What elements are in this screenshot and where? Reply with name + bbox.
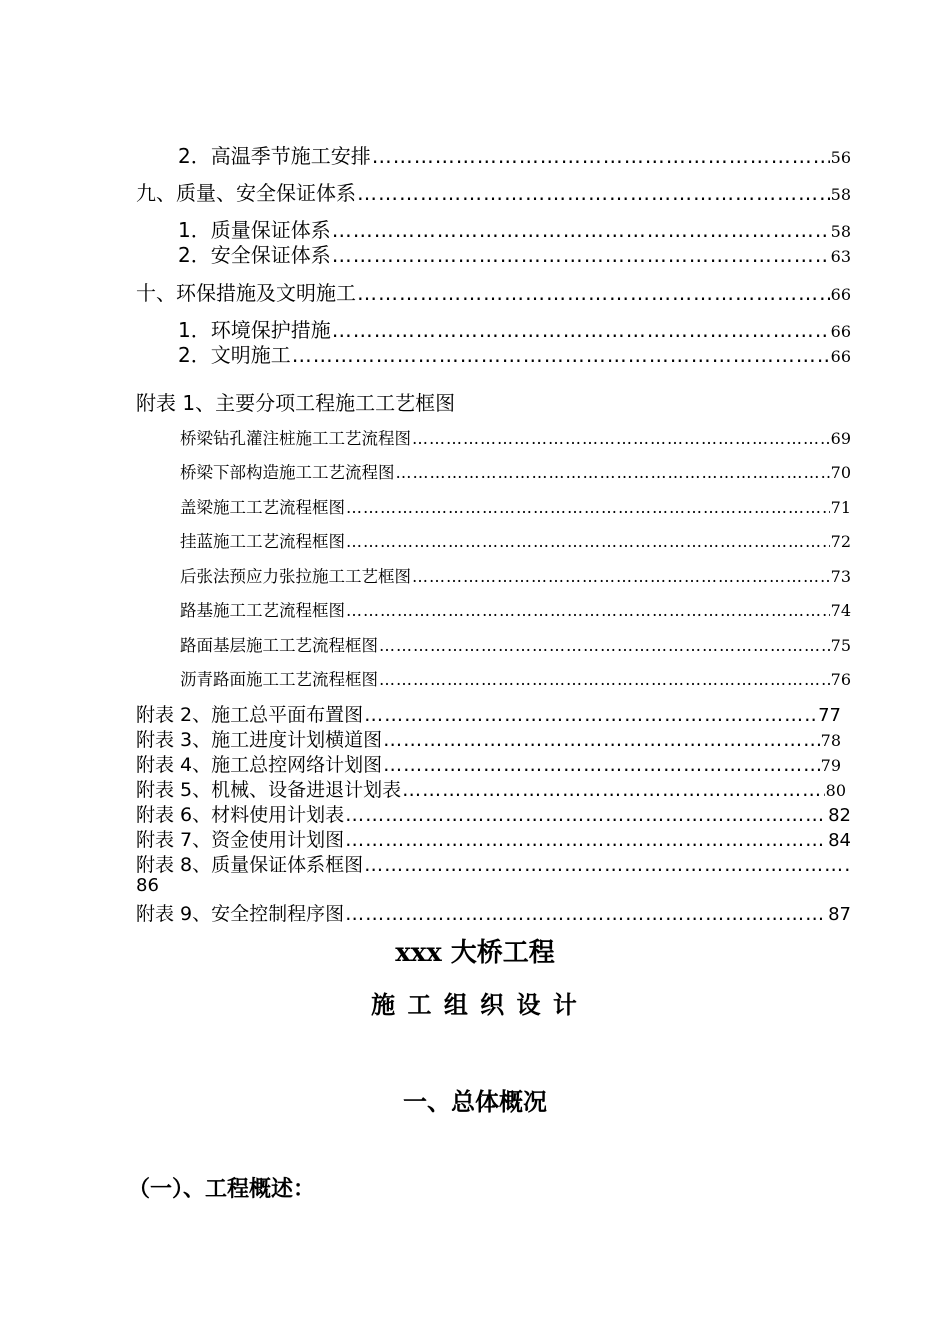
- toc-entry-page: 66: [830, 347, 851, 366]
- toc-leader-dots: [364, 704, 817, 726]
- toc-entry-page: 74: [830, 601, 851, 620]
- toc-entry-title: 附表 7、资金使用计划图: [136, 829, 345, 851]
- toc-entry-page: 58: [830, 222, 851, 241]
- toc-entry-title: 2．文明施工: [178, 343, 291, 367]
- toc-leader-dots: [372, 144, 830, 168]
- toc-entry[interactable]: [180, 632, 851, 656]
- toc-leader-dots: [345, 903, 827, 925]
- toc-entry[interactable]: [136, 750, 841, 777]
- toc-entry[interactable]: [136, 800, 851, 827]
- toc-leader-dots: [396, 463, 830, 482]
- toc-leader-dots: [379, 636, 830, 655]
- toc-entry-page: 66: [830, 285, 851, 304]
- toc-entry[interactable]: [136, 700, 841, 727]
- toc-entry-title: 1．质量保证体系: [178, 218, 331, 242]
- toc-entry-title: 桥梁下部构造施工工艺流程图: [180, 463, 395, 482]
- toc-entry-page: 80: [825, 781, 846, 800]
- toc-leader-dots: [346, 532, 830, 551]
- toc-entry-page: 78: [820, 731, 841, 750]
- toc-leader-dots: [364, 854, 850, 876]
- toc-leader-dots: [357, 281, 830, 305]
- toc-entry-page: 72: [830, 532, 851, 551]
- toc-entry-page: 87: [828, 904, 851, 925]
- toc-entry[interactable]: [180, 494, 851, 518]
- toc-leader-dots: [292, 343, 830, 367]
- toc-entry[interactable]: [178, 239, 851, 268]
- toc-entry-title: 附表 8、质量保证体系框图: [136, 854, 364, 876]
- toc-entry[interactable]: [180, 563, 851, 587]
- toc-entry-page: 84: [828, 830, 851, 851]
- toc-entry-page: 73: [830, 567, 851, 586]
- toc-entry-page: 79: [820, 756, 841, 775]
- toc-entry-title: 桥梁钻孔灌注桩施工工艺流程图: [180, 429, 411, 448]
- toc-entry[interactable]: [136, 825, 851, 852]
- toc-entry[interactable]: [178, 140, 851, 169]
- toc-leader-dots: [383, 754, 820, 776]
- toc-entry-page: 69: [830, 429, 851, 448]
- document-subtitle: 施 工 组 织 设 计: [371, 991, 579, 1019]
- toc-entry[interactable]: [178, 339, 851, 368]
- toc-entry-title: 附表 3、施工进度计划横道图: [136, 729, 383, 751]
- toc-entry[interactable]: [136, 177, 851, 206]
- toc-entry-title: 附表 4、施工总控网络计划图: [136, 754, 383, 776]
- subsection-heading: （一）、工程概述：: [128, 1177, 316, 1202]
- toc-entry-page: 77: [818, 705, 841, 726]
- toc-entry-page: 71: [830, 498, 851, 517]
- toc-entry-title: 附表 2、施工总平面布置图: [136, 704, 364, 726]
- toc-entry-title: 2．高温季节施工安排: [178, 144, 371, 168]
- toc-entry-page: 56: [830, 148, 851, 167]
- toc-entry[interactable]: [180, 597, 851, 621]
- toc-entry-title: 2．安全保证体系: [178, 243, 331, 267]
- toc-entry[interactable]: [136, 775, 846, 802]
- toc-entry-title: 九、质量、安全保证体系: [136, 181, 356, 205]
- toc-leader-dots: [412, 567, 830, 586]
- toc-entry-page: 63: [830, 247, 851, 266]
- toc-entry-title: 挂蓝施工工艺流程框图: [180, 532, 345, 551]
- toc-entry-title: 路基施工工艺流程框图: [180, 601, 345, 620]
- toc-leader-dots: [412, 429, 830, 448]
- toc-leader-dots: [332, 243, 830, 267]
- toc-entry-title: 附表 5、机械、设备进退计划表: [136, 779, 402, 801]
- toc-entry-page: 76: [830, 670, 851, 689]
- toc-leader-dots: [357, 181, 830, 205]
- toc-leader-dots: [383, 729, 820, 751]
- toc-entry-title: 后张法预应力张拉施工工艺框图: [180, 567, 411, 586]
- toc-entry-title: 1．环境保护措施: [178, 318, 331, 342]
- toc-leader-dots: [379, 670, 830, 689]
- toc-entry-page: 82: [828, 805, 851, 826]
- toc-leader-dots: [346, 498, 830, 517]
- toc-entry-title: 十、环保措施及文明施工: [136, 281, 356, 305]
- toc-entry[interactable]: [180, 528, 851, 552]
- toc-entry-title: 盖梁施工工艺流程框图: [180, 498, 345, 517]
- toc-entry[interactable]: [180, 459, 851, 483]
- toc-entry[interactable]: [136, 277, 851, 306]
- toc-entry[interactable]: [180, 666, 851, 690]
- toc-entry-title: 附表 9、安全控制程序图: [136, 903, 345, 925]
- toc-entry-title: 路面基层施工工艺流程框图: [180, 636, 378, 655]
- toc-leader-dots: [345, 804, 827, 826]
- toc-entry[interactable]: [180, 425, 851, 449]
- toc-group-heading[interactable]: 附表 1、主要分项工程施工工艺框图: [136, 391, 456, 415]
- toc-entry[interactable]: [136, 725, 841, 752]
- toc-entry-page: 70: [830, 463, 851, 482]
- toc-entry[interactable]: [136, 850, 851, 877]
- toc-leader-dots: [346, 601, 830, 620]
- toc-entry-page: 66: [830, 322, 851, 341]
- toc-entry-page: 58: [830, 185, 851, 204]
- section-heading: 一、总体概况: [403, 1088, 547, 1116]
- toc-entry-page: 86: [136, 875, 159, 896]
- toc-entry-title: 附表 6、材料使用计划表: [136, 804, 345, 826]
- toc-entry-page: 75: [830, 636, 851, 655]
- toc-entry-title: 沥青路面施工工艺流程框图: [180, 670, 378, 689]
- toc-entry[interactable]: [136, 899, 851, 926]
- toc-leader-dots: [345, 829, 827, 851]
- toc-leader-dots: [402, 779, 825, 801]
- document-title: xxx 大桥工程: [395, 938, 555, 968]
